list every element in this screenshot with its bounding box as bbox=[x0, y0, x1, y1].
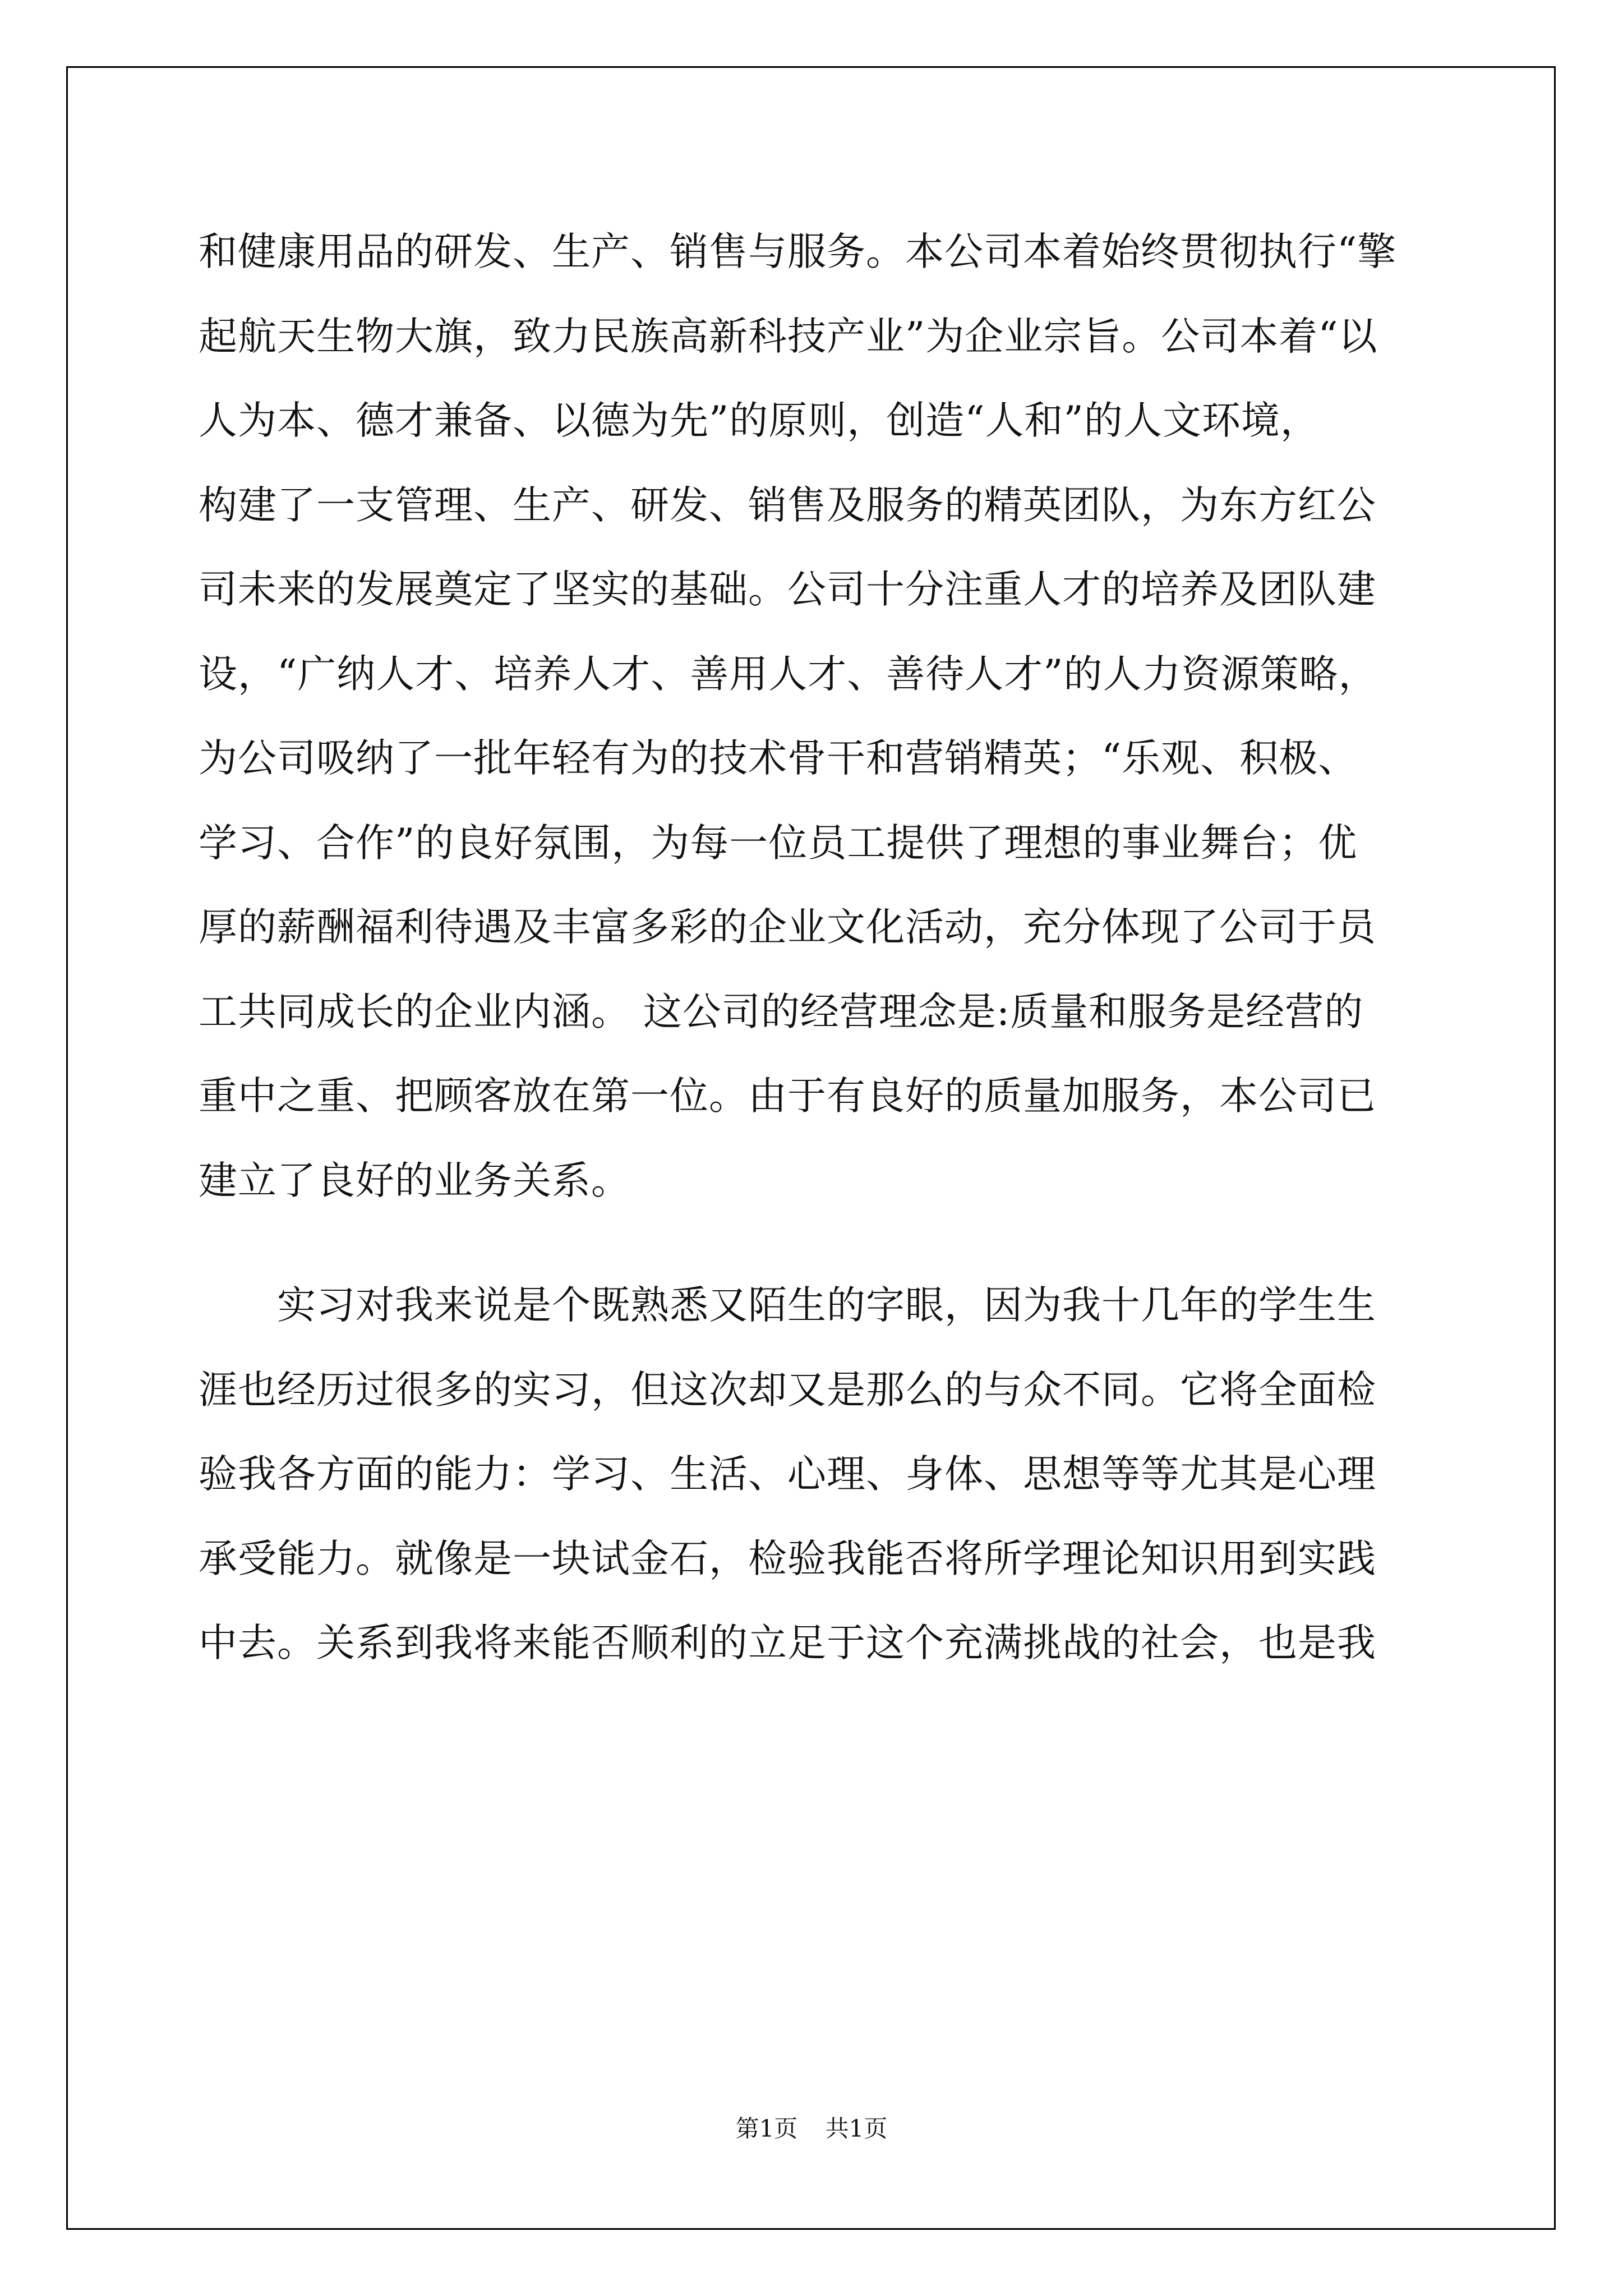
text-line: 工共同成长的企业内涵。 这公司的经营理念是:质量和服务是经营的 bbox=[199, 989, 1364, 1034]
page-footer bbox=[0, 2110, 1623, 2144]
text-line: 厚的薪酬福利待遇及丰富多彩的企业文化活动，充分体现了公司于员 bbox=[199, 905, 1376, 950]
text-line: 学习、合作”的良好氛围，为每一位员工提供了理想的事业舞台；优 bbox=[199, 820, 1358, 866]
text-line: 为公司吸纳了一批年轻有为的技术骨干和营销精英；“乐观、积极、 bbox=[199, 736, 1358, 781]
text-line: 起航天生物大旗，致力民族高新科技产业”为企业宗旨。公司本着“以 bbox=[199, 314, 1378, 359]
paragraph-spacer bbox=[199, 1223, 1427, 1263]
total-pages: 共1页 bbox=[825, 2115, 888, 2142]
text-line: 验我各方面的能力：学习、生活、心理、身体、思想等等尤其是心理 bbox=[199, 1452, 1376, 1497]
text-line: 中去。关系到我将来能否顺利的立足于这个充满挑战的社会，也是我 bbox=[199, 1621, 1376, 1665]
text-line: 人为本、德才兼备、以德为先”的原则，创造“人和”的人文环境， bbox=[199, 398, 1320, 443]
text-line: 重中之重、把顾客放在第一位。由于有良好的质量加服务，本公司已 bbox=[199, 1074, 1376, 1119]
text-line: 承受能力。就像是一块试金石，检验我能否将所学理论知识用到实践 bbox=[199, 1536, 1376, 1581]
text-line: 实习对我来说是个既熟悉又陌生的字眼，因为我十几年的学生生 bbox=[277, 1283, 1376, 1328]
text-line: 司未来的发展奠定了坚实的基础。公司十分注重人才的培养及团队建 bbox=[199, 567, 1376, 612]
page-number: 第1页 bbox=[735, 2115, 798, 2142]
paragraph-1 bbox=[199, 210, 1427, 1223]
text-line: 建立了良好的业务关系。 bbox=[199, 1158, 630, 1203]
text-line: 设，“广纳人才、培养人才、善用人才、善待人才”的人力资源策略， bbox=[199, 651, 1378, 697]
paragraph-2 bbox=[199, 1263, 1427, 1686]
text-line: 涯也经历过很多的实习，但这次却又是那么的与众不同。它将全面检 bbox=[199, 1367, 1376, 1412]
text-line: 和健康用品的研发、生产、销售与服务。本公司本着始终贯彻执行“擎 bbox=[199, 229, 1397, 274]
text-line: 构建了一支管理、生产、研发、销售及服务的精英团队，为东方红公 bbox=[199, 482, 1376, 528]
document-body bbox=[199, 210, 1427, 1686]
